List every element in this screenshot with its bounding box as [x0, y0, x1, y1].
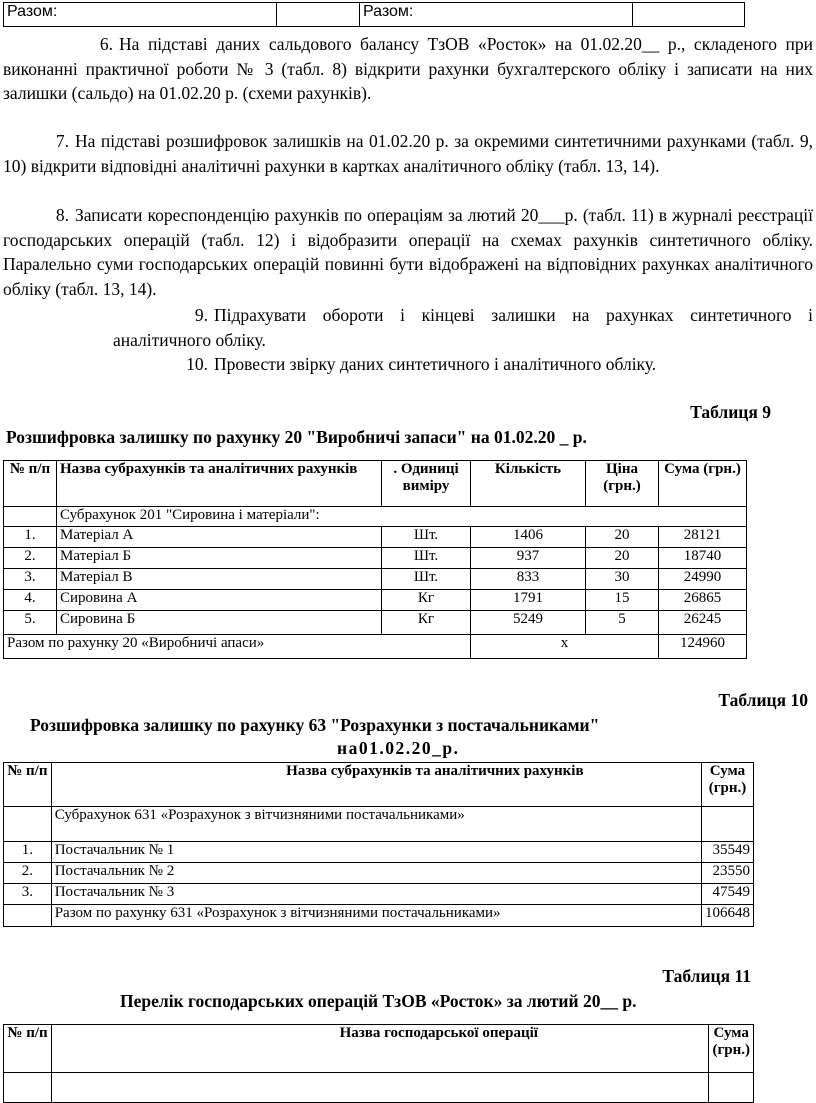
- col-sum: Сума (грн.): [702, 763, 754, 807]
- col-sum: Сума (грн.): [659, 461, 747, 507]
- col-name: Назва субрахунків та аналітичних рахунків: [57, 461, 382, 507]
- item-number: 8.: [55, 205, 69, 225]
- instruction-9: [113, 303, 813, 352]
- item-text: Провести звірку даних синтетичного і аналітичного обліку.: [214, 354, 657, 374]
- table11-title: Перелік господарських операцій ТзОВ «Росток» за лютий 20__ р.: [120, 991, 637, 1011]
- table10-label: Таблиця 10: [718, 690, 808, 710]
- total-x: х: [471, 635, 659, 659]
- col-price: Ціна (грн.): [586, 461, 659, 507]
- total-sum: 124960: [659, 635, 747, 659]
- table-row: 5. Сировина Б Кг 5249 5 26245: [4, 611, 747, 635]
- instruction-10: [113, 352, 813, 377]
- col-sum: Сума (грн.): [709, 1025, 754, 1073]
- top-summary-row: [3, 2, 745, 27]
- table9: [3, 460, 747, 659]
- col-name: Назва субрахунків та аналітичних рахунків: [51, 763, 701, 807]
- table10: [3, 762, 754, 927]
- item-text: Записати кореспонденцію рахунків по операціям за лютий 20___р. (табл. 11) в журналі реєстрації господарських операцій (табл. 12) і відобразити операції на схемах рахунків синтетичного обліку. Паралельно суми господарських операцій повинні бути відображені на відповідних рахунках аналітичного обліку (табл. 13, 14).: [3, 205, 813, 299]
- table-header-row: [4, 763, 754, 807]
- table-row: 1. Матеріал А Шт. 1406 20 28121: [4, 527, 747, 548]
- item-number: 7.: [55, 131, 69, 151]
- total-value-left: [277, 3, 360, 27]
- table-row: 4. Сировина А Кг 1791 15 26865: [4, 590, 747, 611]
- table-row: 3. Матеріал В Шт. 833 30 24990: [4, 569, 747, 590]
- table-row: 2. Матеріал Б Шт. 937 20 18740: [4, 548, 747, 569]
- instruction-6: [3, 32, 813, 106]
- col-name: Назва господарської операції: [52, 1025, 709, 1073]
- subaccount-label: Субрахунок 631 «Розрахунок з вітчизняними постачальниками»: [51, 807, 701, 842]
- table9-title: Розшифровка залишку по рахунку 20 "Виробничі запаси" на 01.02.20 _ р.: [6, 427, 587, 447]
- item-number: 9.: [194, 305, 208, 325]
- table10-date: на01.02.20_р.: [337, 738, 460, 758]
- table11: [3, 1024, 754, 1103]
- item-text: Підрахувати обороти і кінцеві залишки на рахунках синтетичного і аналітичного обліку.: [113, 305, 813, 350]
- table-row: 2. Постачальник № 2 23550: [4, 863, 754, 884]
- item-number: 10.: [186, 354, 208, 374]
- table9-label: Таблиця 9: [690, 402, 771, 422]
- col-num: № п/п: [4, 763, 52, 807]
- instruction-7: [3, 129, 813, 178]
- total-value-right: [633, 3, 745, 27]
- table10-title: Розшифровка залишку по рахунку 63 "Розрахунки з постачальниками": [30, 715, 600, 735]
- item-number: 6.: [99, 34, 113, 54]
- col-unit: . Одиниці виміру: [382, 461, 471, 507]
- item-text: На підставі даних сальдового балансу ТзОВ «Росток» на 01.02.20__ р., складеного при виконанні практичної роботи № 3 (табл. 8) відкрити рахунки бухгалтерского обліку і записати на них залишки (сальдо) на 01.02.20 р. (схеми рахунків).: [3, 34, 813, 103]
- col-num: № п/п: [4, 461, 57, 507]
- subaccount-label: Субрахунок 201 "Сировина і матеріали":: [57, 507, 747, 527]
- instruction-8: [3, 203, 813, 301]
- total-row: [4, 905, 754, 927]
- table-header-row: [4, 461, 747, 507]
- table-row: 3. Постачальник № 3 47549: [4, 884, 754, 905]
- item-text: На підставі розшифровок залишків на 01.02.20 р. за окремими синтетичними рахунками (табл. 9, 10) відкрити відповідні аналітичні рахунки в картках аналітичного обліку (табл. 13, 14).: [3, 131, 813, 176]
- total-label: Разом по рахунку 631 «Розрахунок з вітчизняними постачальниками»: [51, 905, 701, 927]
- total-label-left: Разом:: [4, 3, 277, 27]
- table11-label: Таблиця 11: [662, 966, 751, 986]
- col-num: № п/п: [4, 1025, 52, 1073]
- col-qty: Кількість: [471, 461, 586, 507]
- subaccount-row: [4, 507, 747, 527]
- total-sum: 106648: [702, 905, 754, 927]
- total-row: [4, 635, 747, 659]
- table-row: [4, 1073, 754, 1103]
- total-label-right: Разом:: [360, 3, 633, 27]
- table-row: 1. Постачальник № 1 35549: [4, 842, 754, 863]
- table-header-row: [4, 1025, 754, 1073]
- total-label: Разом по рахунку 20 «Виробничі апаси»: [4, 635, 471, 659]
- subaccount-row: [4, 807, 754, 842]
